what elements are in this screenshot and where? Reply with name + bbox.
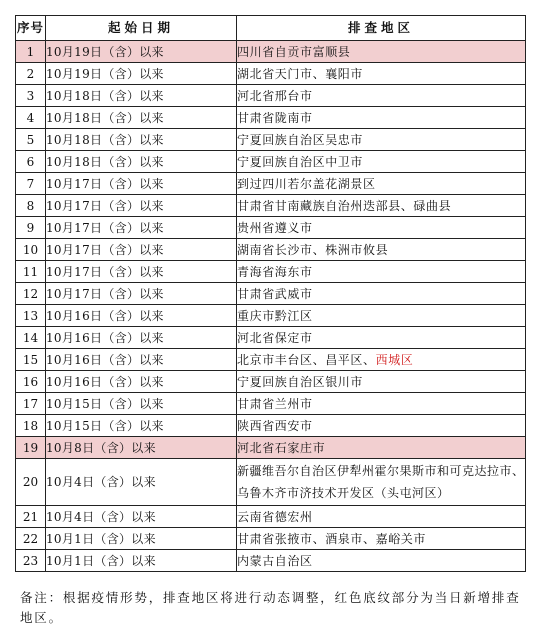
table-row <box>16 371 526 393</box>
row-serial-number: 1 <box>16 41 46 63</box>
row-serial-number: 14 <box>16 327 46 349</box>
row-screening-area <box>237 261 526 283</box>
table-row <box>16 63 526 85</box>
row-serial-number: 17 <box>16 393 46 415</box>
row-screening-area <box>237 305 526 327</box>
table-row <box>16 528 526 550</box>
row-screening-area <box>237 195 526 217</box>
area-text: 陕西省西安市 <box>237 418 313 433</box>
row-screening-area <box>237 550 526 572</box>
table-row <box>16 283 526 305</box>
row-serial-number: 16 <box>16 371 46 393</box>
table-row <box>16 239 526 261</box>
row-serial-number: 2 <box>16 63 46 85</box>
row-serial-number: 15 <box>16 349 46 371</box>
row-start-date: 10月17日（含）以来 <box>46 195 237 217</box>
row-start-date: 10月15日（含）以来 <box>46 393 237 415</box>
row-start-date: 10月18日（含）以来 <box>46 129 237 151</box>
area-text: 北京市丰台区、昌平区、 <box>237 352 376 367</box>
area-text: 青海省海东市 <box>237 264 313 279</box>
row-start-date: 10月1日（含）以来 <box>46 528 237 550</box>
area-text: 甘肃省甘南藏族自治州迭部县、碌曲县 <box>237 198 452 213</box>
table-row <box>16 173 526 195</box>
row-start-date: 10月16日（含）以来 <box>46 349 237 371</box>
area-text: 河北省邢台市 <box>237 88 313 103</box>
row-start-date: 10月18日（含）以来 <box>46 151 237 173</box>
row-start-date: 10月17日（含）以来 <box>46 217 237 239</box>
row-start-date: 10月19日（含）以来 <box>46 41 237 63</box>
table-row <box>16 151 526 173</box>
table-row-highlighted <box>16 41 526 63</box>
row-start-date: 10月18日（含）以来 <box>46 107 237 129</box>
area-text: 甘肃省武威市 <box>237 286 313 301</box>
row-serial-number: 7 <box>16 173 46 195</box>
row-start-date: 10月18日（含）以来 <box>46 85 237 107</box>
row-serial-number: 11 <box>16 261 46 283</box>
row-serial-number: 20 <box>16 459 46 506</box>
screening-areas-table <box>15 15 526 572</box>
footnote: 备注：根据疫情形势，排查地区将进行动态调整，红色底纹部分为当日新增排查地区。 <box>20 590 521 625</box>
row-start-date: 10月8日（含）以来 <box>46 437 237 459</box>
row-serial-number: 21 <box>16 506 46 528</box>
table-row-highlighted <box>16 437 526 459</box>
header-serial-number: 序号 <box>16 16 46 41</box>
row-screening-area <box>237 129 526 151</box>
table-row <box>16 550 526 572</box>
row-serial-number: 13 <box>16 305 46 327</box>
row-screening-area <box>237 327 526 349</box>
row-start-date: 10月16日（含）以来 <box>46 305 237 327</box>
row-start-date: 10月17日（含）以来 <box>46 173 237 195</box>
row-start-date: 10月15日（含）以来 <box>46 415 237 437</box>
row-serial-number: 22 <box>16 528 46 550</box>
table-row <box>16 129 526 151</box>
row-start-date: 10月16日（含）以来 <box>46 371 237 393</box>
table-header-row <box>16 16 526 41</box>
area-text: 宁夏回族自治区中卫市 <box>237 154 364 169</box>
row-screening-area <box>237 107 526 129</box>
area-text: 河北省石家庄市 <box>237 440 326 455</box>
table-row <box>16 195 526 217</box>
table-row <box>16 349 526 371</box>
row-serial-number: 10 <box>16 239 46 261</box>
row-start-date: 10月19日（含）以来 <box>46 63 237 85</box>
row-start-date: 10月17日（含）以来 <box>46 283 237 305</box>
row-screening-area <box>237 41 526 63</box>
row-screening-area <box>237 528 526 550</box>
table-row <box>16 261 526 283</box>
table-row <box>16 393 526 415</box>
table-row <box>16 305 526 327</box>
table-row <box>16 415 526 437</box>
table-row <box>16 327 526 349</box>
row-screening-area <box>237 415 526 437</box>
row-screening-area <box>237 371 526 393</box>
area-text: 到过四川若尔盖花湖景区 <box>237 176 376 191</box>
row-start-date: 10月16日（含）以来 <box>46 327 237 349</box>
row-screening-area <box>237 437 526 459</box>
row-serial-number: 9 <box>16 217 46 239</box>
area-text: 宁夏回族自治区吴忠市 <box>237 132 364 147</box>
row-serial-number: 12 <box>16 283 46 305</box>
row-serial-number: 5 <box>16 129 46 151</box>
row-screening-area <box>237 63 526 85</box>
area-text: 湖南省长沙市、株洲市攸县 <box>237 242 389 257</box>
area-text: 甘肃省张掖市、酒泉市、嘉峪关市 <box>237 531 427 546</box>
table-row <box>16 459 526 506</box>
area-text: 新疆维吾尔自治区伊犁州霍尔果斯市和可克达拉市、乌鲁木齐市济技术开发区（头屯河区） <box>237 464 525 500</box>
row-serial-number: 8 <box>16 195 46 217</box>
row-screening-area <box>237 173 526 195</box>
row-screening-area <box>237 459 526 506</box>
row-screening-area <box>237 393 526 415</box>
row-start-date: 10月17日（含）以来 <box>46 261 237 283</box>
row-serial-number: 18 <box>16 415 46 437</box>
row-screening-area <box>237 283 526 305</box>
header-start-date: 起始日期 <box>46 16 237 41</box>
row-serial-number: 19 <box>16 437 46 459</box>
row-screening-area <box>237 85 526 107</box>
area-text: 内蒙古自治区 <box>237 553 313 568</box>
area-text: 宁夏回族自治区银川市 <box>237 374 364 389</box>
row-start-date: 10月17日（含）以来 <box>46 239 237 261</box>
document-sheet <box>15 15 525 572</box>
row-screening-area <box>237 217 526 239</box>
area-text: 四川省自贡市富顺县 <box>237 44 351 59</box>
row-serial-number: 6 <box>16 151 46 173</box>
table-row <box>16 85 526 107</box>
area-text: 甘肃省兰州市 <box>237 396 313 411</box>
area-text: 湖北省天门市、襄阳市 <box>237 66 364 81</box>
row-screening-area <box>237 239 526 261</box>
row-start-date: 10月4日（含）以来 <box>46 506 237 528</box>
row-screening-area <box>237 151 526 173</box>
row-serial-number: 4 <box>16 107 46 129</box>
row-screening-area <box>237 506 526 528</box>
row-serial-number: 23 <box>16 550 46 572</box>
row-start-date: 10月1日（含）以来 <box>46 550 237 572</box>
area-text: 甘肃省陇南市 <box>237 110 313 125</box>
area-text: 河北省保定市 <box>237 330 313 345</box>
table-row <box>16 506 526 528</box>
area-text-new-red: 西城区 <box>375 352 414 367</box>
area-text: 重庆市黔江区 <box>237 308 313 323</box>
area-text: 贵州省遵义市 <box>237 220 313 235</box>
table-row <box>16 217 526 239</box>
row-start-date: 10月4日（含）以来 <box>46 459 237 506</box>
area-text: 云南省德宏州 <box>237 509 313 524</box>
table-row <box>16 107 526 129</box>
header-screening-area: 排查地区 <box>237 16 526 41</box>
row-screening-area <box>237 349 526 371</box>
row-serial-number: 3 <box>16 85 46 107</box>
table-body <box>16 41 526 572</box>
